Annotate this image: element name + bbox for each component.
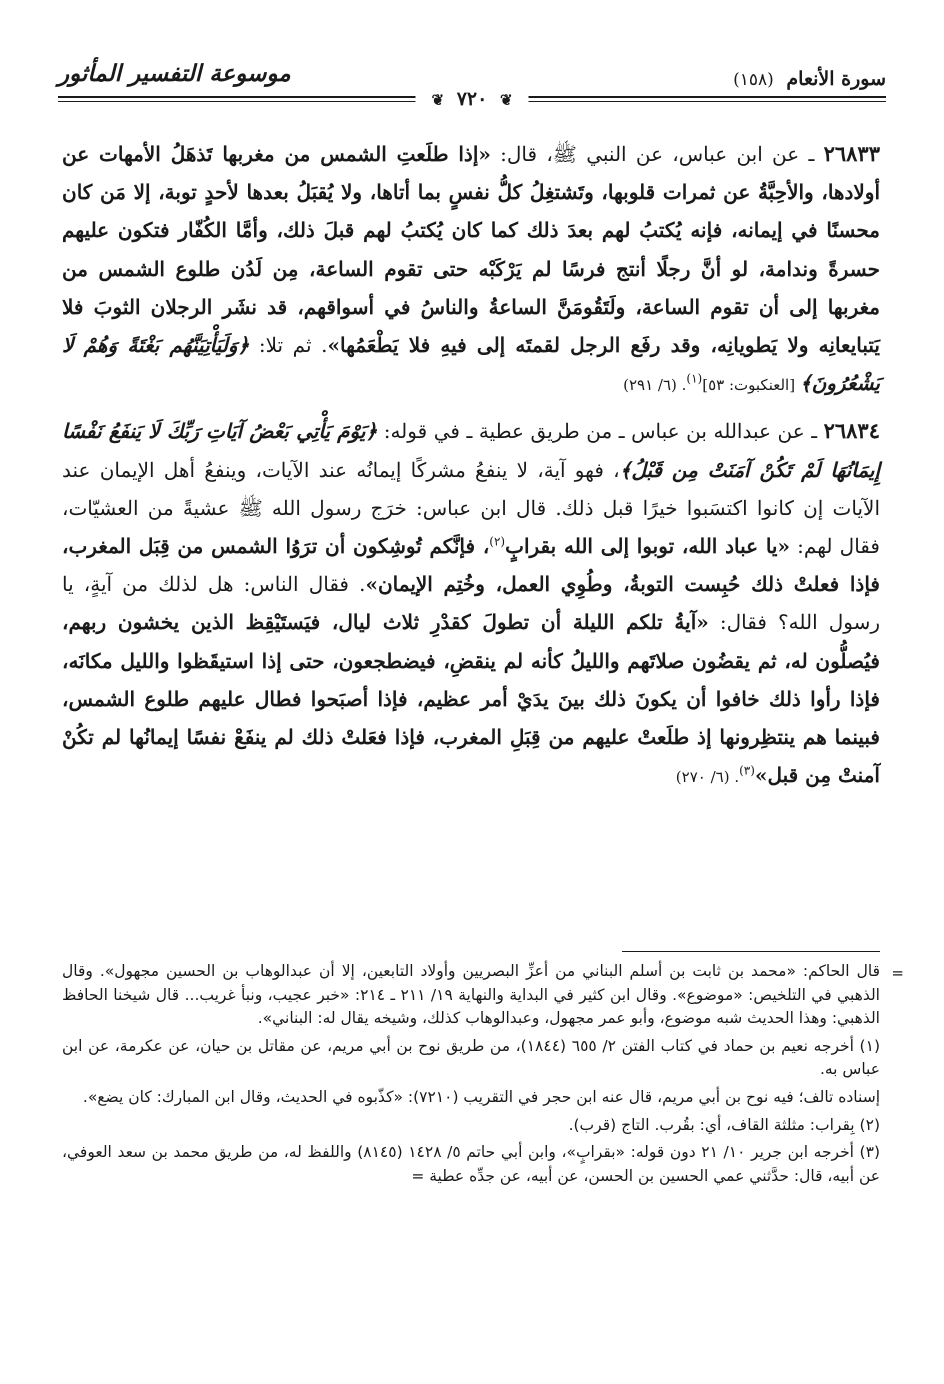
- hadith-number: ٢٦٨٣٤: [823, 418, 880, 444]
- hadith-matn: «إذا طلَعتِ الشمس من مغربها تَذهَلُ الأمهات عن أولادها، والأحِبَّةُ عن ثمرات قلوبها، وتَشتغِلُ كلُّ نفسٍ بما أتاها، ولا يُقبَلُ بعدها لأحدٍ توبة، إلا مَن كان محسنًا في إيمانه، فإنه يُكتبُ لهم بعدَ ذلك كما كان يُكتبُ لهم قبلَ ذلك، وأمَّا الكُفّار فتكون عليهم حسرةً وندامة، لو أنَّ رجلًا أنتج فرسًا لم يَرْكَبْه حتى تقوم الساعة، مِن لَدُن طلوع الشمس من مغربها إلى أن تقوم الساعة، ولَتَقُومَنَّ الساعةُ والناسُ في أسواقهم، قد نشَر الرجلان الثوبَ فلا يَتبايعانِه ولا يَطويانِه، وقد رفَع الرجل لقمتَه إلى فيهِ فلا يَطْعَمُها»: [62, 142, 880, 358]
- footnote-1: (١) أخرجه نعيم بن حماد في كتاب الفتن ٢/ ٦٥٥ (١٨٤٤)، من طريق نوح بن أبي مريم، عن مقاتل بن حيان، عن عكرمة، عن ابن عباس به.: [62, 1036, 880, 1079]
- book-title: موسوعة التفسير المأثور: [58, 60, 291, 87]
- volume-page-ref: . (٦/ ٢٩١): [623, 376, 687, 395]
- running-header: [58, 52, 886, 130]
- footnote-3: (٣) أخرجه ابن جرير ١٠/ ٢١ دون قوله: «بقرابٍ»، وابن أبي حاتم ٥/ ١٤٢٨ (٨١٤٥) واللفظ له، من طريق محمد بن سعد العوفي، عن أبيه، قال: حدَّثني عمي الحسين بن الحسن، عن أبيه، عن جدِّه عطية =: [62, 1143, 880, 1185]
- hadith-matn-a: «يا عباد الله، توبوا إلى الله بقرابٍ: [505, 534, 790, 559]
- hadith-number: ٢٦٨٣٣: [823, 141, 880, 166]
- page-number: ٧٢٠: [456, 88, 488, 110]
- footnotes: [62, 960, 880, 1192]
- hadith-matn-b: ، فإنَّكم تُوشِكون أن ترَوُا الشمس من قِبَل المغرب، فإذا فعلتْ ذلك حُبِست التوبةُ، وطُوِي العمل، وخُتِم الإيمان»: [62, 534, 880, 597]
- footnote-continuation: قال الحاكم: «محمد بن ثابت بن أسلم البناني من أعزِّ البصريين وأولاد التابعين، إلا أن عبدالوهاب بن الحسين مجهول». وقال الذهبي في التلخيص: «موضوع». وقال ابن كثير في البداية والنهاية ١٩/ ٢١١ ـ ٢١٤: «خبر عجيب، ونبأ غريب... قال شيخنا الحافظ الذهبي: وهذا الحديث شبه موضوع، وأبو عمر مجهول، وعبدالوهاب كذلك، وشيخه يقال له: البناني».: [62, 962, 880, 1028]
- footnote-ref-1[interactable]: (١): [686, 371, 703, 386]
- footnote-1-grading: إسناده تالف؛ فيه نوح بن أبي مريم، قال عنه ابن حجر في التقريب (٧٢١٠): «كذّبوه في الحديث، وقال ابن المبارك: كان يضع».: [82, 1087, 880, 1106]
- hadith-intro: ـ عن عبدالله بن عباس ـ من طريق عطية ـ في قوله:: [377, 419, 824, 444]
- page-number-box: [415, 88, 528, 110]
- main-text: [62, 135, 880, 796]
- hadith-26834: [62, 412, 880, 796]
- footnote-ref-3[interactable]: (٣): [739, 763, 755, 778]
- hadith-matn-c: «آيةُ تلكم الليلة أن تطولَ كقدْرِ ثلاث ليال، فيَستَيْقِظ الذين يخشون ربهم، فيُصلُّون له، ثم يقضُون صلاتَهم والليلُ كأنه لم ينقضِ، فيضطجعون، حتى إذا استيقَظوا والليل مكانَه، فإذا رأوا ذلك خافوا أن يكونَ ذلك بينَ يدَيْ أمر عظيم، فإذا أصبَحوا فطال عليهم طلوع الشمس، فبينما هم ينتظِرونها إذ طلَعتْ عليهم من قِبَلِ المغرب، فإذا فعَلتْ ذلك لم ينفَعْ نفسًا إيمانُها لم تكُنْ آمنتْ مِن قبل»: [62, 610, 880, 788]
- ornament-left-icon: ❦: [431, 91, 445, 109]
- footnote-2: (٢) بِقراب: مثلثة القاف، أي: بقُرب. التاج (قرب).: [568, 1115, 880, 1134]
- hadith-intro: ـ عن ابن عباس، عن النبي ﷺ، قال:: [490, 142, 824, 166]
- commentary-text: ، فهو آية، لا ينفعُ مشركًا إيمانُه عند الآيات، وينفعُ أهل الإيمان عند الآيات إن كانوا اكتسَبوا خيرًا قبل ذلك. قال ابن عباس: خرَج رسول الله ﷺ عشيةً من العشيّات، فقال لهم:: [62, 457, 880, 559]
- volume-page-ref: . (٦/ ٢٧٠): [675, 768, 740, 787]
- footnote-ref-2[interactable]: (٢): [489, 534, 506, 549]
- ornament-right-icon: ❦: [499, 91, 513, 109]
- tala-text: . ثم تلا:: [249, 333, 328, 358]
- narration-text: . فقال الناس: هل لذلك من آيةٍ، يا رسول الله؟ فقال:: [62, 572, 880, 635]
- quran-verse: ﴿يَوْمَ يَأْتِي بَعْضُ آيَاتِ رَبِّكَ لَا يَنفَعُ نَفْسًا إِيمَانُهَا لَمْ تَكُنْ آمَنَتْ مِن قَبْلُ﴾: [62, 419, 881, 482]
- surah-label: [733, 68, 886, 90]
- verse-reference: [العنكبوت: ٥٣]: [702, 376, 800, 395]
- ayah-number: (١٥٨): [733, 70, 774, 90]
- surah-name: سورة الأنعام: [786, 68, 886, 90]
- quran-verse: ﴿وَلَيَأْتِيَنَّهُم بَغْتَةً وَهُمْ لَا يَشْعُرُونَ﴾: [62, 333, 880, 396]
- footnote-separator: [622, 951, 880, 952]
- continuation-marker: =: [891, 964, 904, 982]
- hadith-26833: [62, 135, 880, 404]
